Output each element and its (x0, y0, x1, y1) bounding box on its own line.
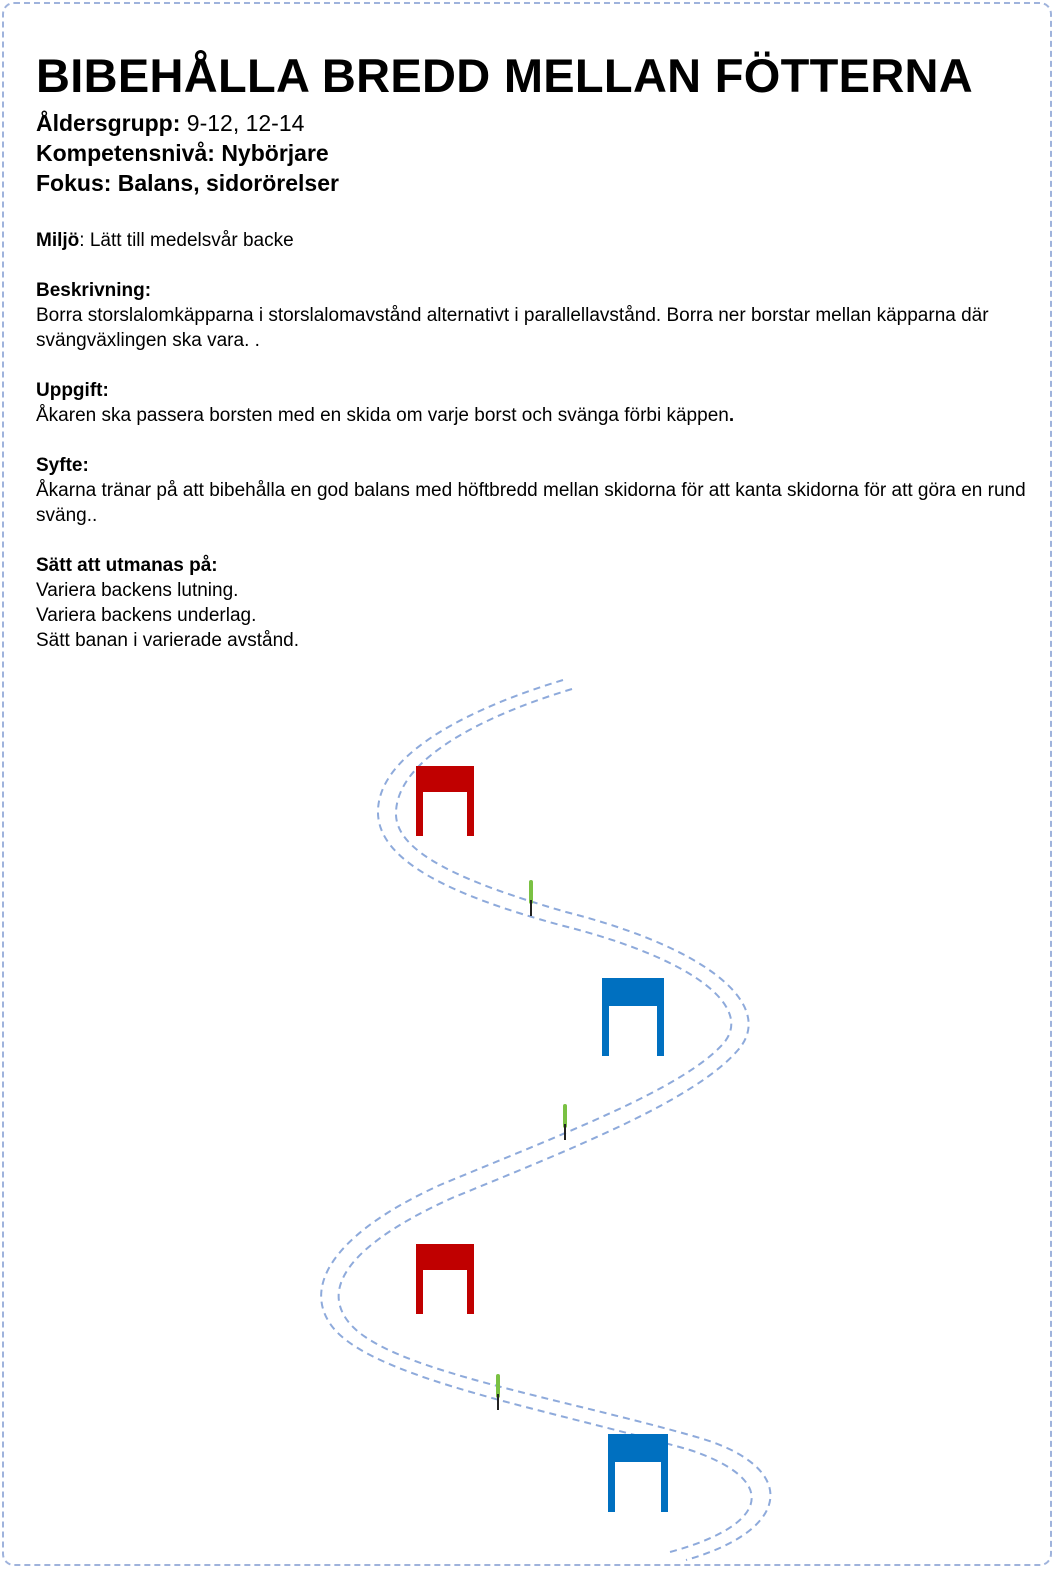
challenge-item: Sätt banan i varierade avstånd. (36, 630, 300, 651)
challenge-heading-text: Sätt att utmanas på: (36, 555, 218, 576)
task-heading-text: Uppgift: (36, 380, 109, 401)
task-body: Åkaren ska passera borsten med en skida om varje borst och svänga förbi käppen (36, 405, 729, 426)
ski-track-icon (321, 680, 770, 1560)
red-gate-icon (416, 1244, 474, 1314)
page-title: BIBEHÅLLA BREDD MELLAN FÖTTERNA (36, 49, 974, 102)
blue-gate-icon (602, 978, 664, 1056)
challenge-item: Variera backens lutning. (36, 580, 239, 601)
environment-label: Miljö (36, 230, 80, 251)
description-text: Borra storslalomkäpparna i storslalomavstånd alternativt i parallellavstånd. Borra ner borstar mellan käpparna där svängväxlingen ska vara. . (36, 305, 989, 351)
purpose-heading-text: Syfte: (36, 455, 89, 476)
description-heading-text: Beskrivning: (36, 280, 152, 301)
environment-text: : Lätt till medelsvår backe (79, 230, 294, 251)
brush-icon (496, 1374, 500, 1410)
skill-level-text: Kompetensnivå: Nybörjare (36, 140, 329, 166)
challenge-item: Variera backens underlag. (36, 605, 257, 626)
brush-icon (529, 880, 533, 916)
purpose-text: Åkarna tränar på att bibehålla en god balans med höftbredd mellan skidorna för att kanta skidorna för att göra en rund sväng.. (36, 480, 1026, 526)
task-end: . (728, 405, 735, 426)
blue-gate-icon (608, 1434, 668, 1512)
age-group-value: 9-12, 12-14 (180, 110, 305, 136)
focus-text: Fokus: Balans, sidorörelser (36, 170, 339, 196)
red-gate-icon (416, 766, 474, 836)
age-group-label: Åldersgrupp: (36, 110, 181, 136)
